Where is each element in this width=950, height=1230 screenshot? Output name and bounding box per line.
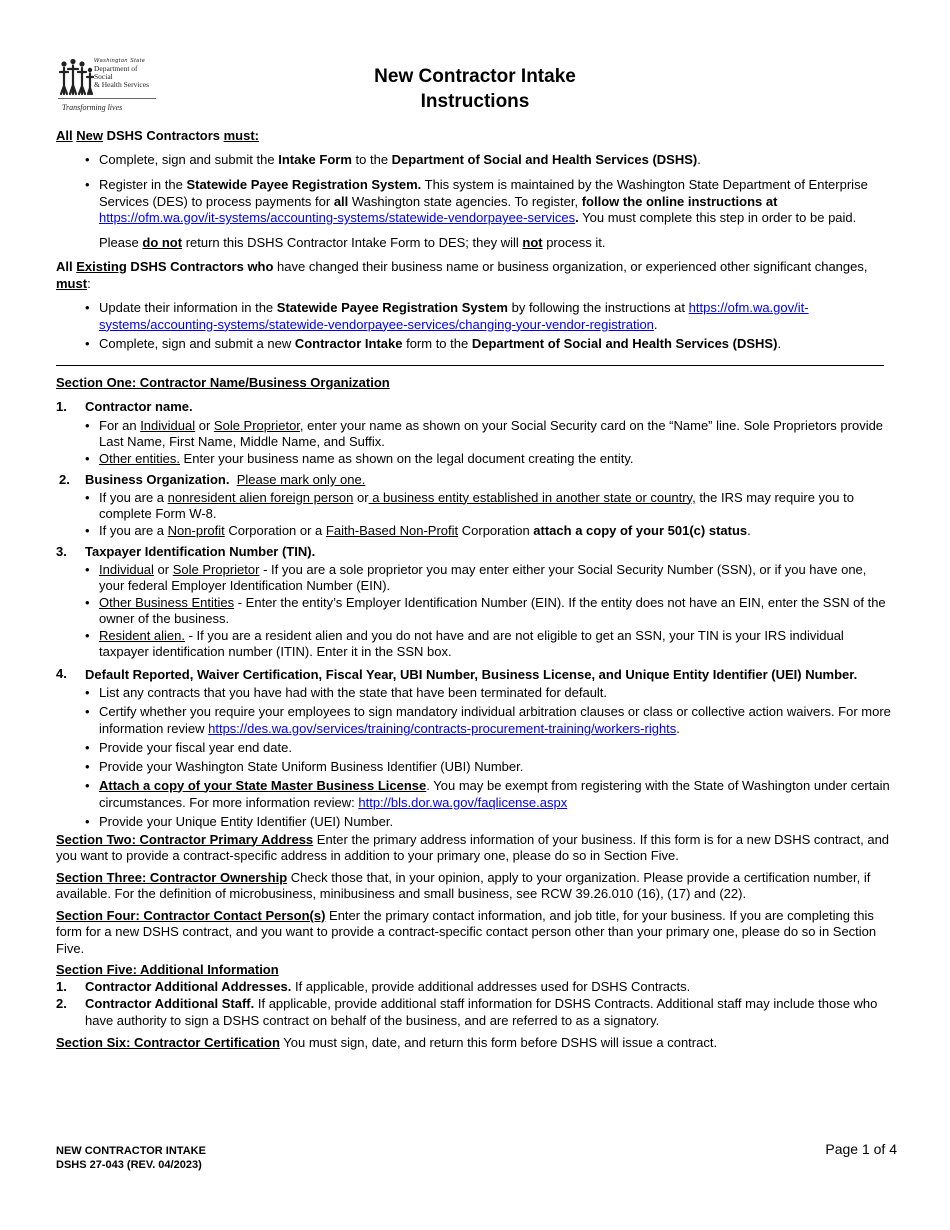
list-item: • Update their information in the Statewide Payee Registration System by following the instructions at https://ofm.wa.gov/it-systems/accounting-systems/statewide-vendorpayee-services/changing-your-vendor-registration. xyxy=(56,300,894,333)
new-contractors-list xyxy=(56,152,894,227)
list-item: • Attach a copy of your State Master Business License. You may be exempt from registering with the State of Washington under certain circumstances. For more information review: http://bls.dor.wa.gov/faqlicense.aspx xyxy=(56,777,894,811)
list-item: 1. Contractor name. • For an Individual or Sole Proprietor, enter your name as shown on your Social Security card on the “Name” line. Sole Proprietors provide Last Name, First Name, Middle Name, and Suffix. • Other entities. Enter your business name as shown on the legal document creating the entity. xyxy=(56,399,894,467)
list-item: • Provide your Washington State Uniform Business Identifier (UBI) Number. xyxy=(56,758,894,775)
list-item: • Complete, sign and submit the Intake Form to the Department of Social and Health Services (DSHS). xyxy=(56,152,894,169)
section-six: Section Six: Contractor Certification You must sign, date, and return this form before DSHS will issue a contract. xyxy=(56,1035,718,1050)
existing-contractors-heading: All Existing DSHS Contractors who have changed their business name or business organization, or experienced other significant changes, must: xyxy=(56,259,868,291)
list-item: • For an Individual or Sole Proprietor, enter your name as shown on your Social Security card on the “Name” line. Sole Proprietors provide Last Name, First Name, Middle Name, and Suffix. xyxy=(56,418,894,451)
section-one-list xyxy=(56,399,894,830)
logo-tagline: Transforming lives xyxy=(62,103,123,112)
list-item: 1. Contractor Additional Addresses. If applicable, provide additional addresses used for DSHS Contracts. xyxy=(56,978,691,994)
list-item: • Complete, sign and submit a new Contractor Intake form to the Department of Social and Health Services (DSHS). xyxy=(56,336,894,353)
list-item: 3. Taxpayer Identification Number (TIN). • Individual or Sole Proprietor - If you are a sole proprietor you may enter either your Social Security Number (SSN), or if you have one, your federal Employer Identification Number (EIN). • Other Business Entities - Enter the entity’s Employer Identification Number (EIN). If the entity does not have an EIN, enter the SSN of the owner of the business. • Resident alien. - If you are a resident alien and you do not have and are not eligible to get an SSN, your TIN is your IRS individual taxpayer identification number (ITIN). Enter it in the SSN box. xyxy=(56,544,894,661)
new-contractors-heading: All New DSHS Contractors must: xyxy=(56,128,260,143)
list-item: • Certify whether you require your employees to sign mandatory individual arbitration clauses or class or collective action waivers. For more information review https://des.wa.gov/services/training/contracts-procurement-training/workers-rights. xyxy=(56,703,894,737)
form-identifier xyxy=(56,1144,206,1172)
list-item: • Provide your Unique Entity Identifier (UEI) Number. xyxy=(56,813,894,830)
list-item: • List any contracts that you have had with the state that have been terminated for default. xyxy=(56,684,894,701)
list-item: • Individual or Sole Proprietor - If you are a sole proprietor you may enter either your Social Security Number (SSN), or if you have one, your federal Employer Identification Number (EIN). xyxy=(56,562,894,595)
existing-contractors-list xyxy=(56,300,894,353)
logo-state: Washington State xyxy=(94,58,146,64)
business-license-faq-link[interactable]: http://bls.dor.wa.gov/faqlicense.aspx xyxy=(358,794,568,810)
section-three: Section Three: Contractor Ownership Check those that, in your opinion, apply to your organization. Please provide a certification number, if available. For the definition of microbusiness, minibusiness and small business, see RCW 39.26.010 (16), (17) and (22). xyxy=(56,869,871,901)
instructions-body xyxy=(56,128,894,1052)
do-not-return-note: Please do not return this DSHS Contractor Intake Form to DES; they will not process it. xyxy=(99,234,606,250)
logo-divider xyxy=(58,98,156,99)
list-item: • Other entities. Enter your business name as shown on the legal document creating the entity. xyxy=(56,451,894,468)
section-two: Section Two: Contractor Primary Address Enter the primary address information of your business. If this form is for a new DSHS contract, and you want to provide a contract-specific address in addition to your primary one, please do so in Section Five. xyxy=(56,831,890,863)
logo-department: Department of Social & Health Services xyxy=(94,64,149,89)
list-item: • If you are a nonresident alien foreign person or a business entity established in another state or country, the IRS may require you to complete Form W-8. xyxy=(56,490,894,523)
list-item: • Provide your fiscal year end date. xyxy=(56,739,894,756)
section-one-heading: Section One: Contractor Name/Business Organization xyxy=(56,374,390,390)
section-five-heading: Section Five: Additional Information xyxy=(56,962,279,977)
dshs-logo xyxy=(56,58,156,114)
list-item: • If you are a Non-profit Corporation or a Faith-Based Non-Profit Corporation attach a copy of your 501(c) status. xyxy=(56,523,894,540)
list-item: 4. Default Reported, Waiver Certification, Fiscal Year, UBI Number, Business License, and Unique Entity Identifier (UEI) Number. • List any contracts that you have had with the state that have been terminated for default. • Certify whether you require your employees to sign mandatory individual arbitration clauses or class or collective action waivers. For more information review https://des.wa.gov/services/training/contracts-procurement-training/workers-rights. • Provide your fiscal year end date. • Provide your Washington State Uniform Business Identifier (UBI) Number. • Attach a copy of your State Master Business License. You may be exempt from registering with the State of Washington under certain circumstances. For more information review: http://bls.dor.wa.gov/faqlicense.aspx • Provide your Unique Entity Identifier (UEI) Number. xyxy=(56,666,894,830)
list-item: • Register in the Statewide Payee Registration System. This system is maintained by the Washington State Department of Enterprise Services (DES) to process payments for all Washington state agencies. To register, follow the online instructions at https://ofm.wa.gov/it-systems/accounting-systems/statewide-vendorpayee-services. You must complete this step in order to be paid. xyxy=(56,177,894,227)
workers-rights-link[interactable]: https://des.wa.gov/services/training/contracts-procurement-training/workers-rights xyxy=(208,720,677,736)
changing-vendor-registration-link[interactable]: https://ofm.wa.gov/it-systems/accounting-systems/statewide-vendorpayee-services/changing-your-vendor-registration xyxy=(99,300,809,332)
page-title: New Contractor Intake Instructions xyxy=(374,66,576,112)
section-five-list xyxy=(56,979,894,1030)
form-name: NEW CONTRACTOR INTAKE xyxy=(56,1145,206,1157)
list-item: 2. Contractor Additional Staff. If applicable, provide additional staff information for DSHS Contracts. Additional staff may include those who have authority to sign a DSHS contract on behalf of the business, and are referred to as a signatory. xyxy=(56,996,878,1028)
page-number: Page 1 of 4 xyxy=(825,1141,897,1157)
dshs-people-icon xyxy=(58,58,94,96)
statewide-payee-link[interactable]: https://ofm.wa.gov/it-systems/accounting-systems/statewide-vendorpayee-services xyxy=(99,210,576,225)
form-number: DSHS 27-043 (REV. 04/2023) xyxy=(56,1159,202,1171)
list-item: • Other Business Entities - Enter the entity’s Employer Identification Number (EIN). If the entity does not have an EIN, enter the SSN of the owner of the business. xyxy=(56,595,894,628)
list-item: 2. Business Organization. Please mark only one. • If you are a nonresident alien foreign person or a business entity established in another state or country, the IRS may require you to complete Form W-8. • If you are a Non-profit Corporation or a Faith-Based Non-Profit Corporation attach a copy of your 501(c) status. xyxy=(56,472,894,539)
list-item: • Resident alien. - If you are a resident alien and you do not have and are not eligible to get an SSN, your TIN is your IRS individual taxpayer identification number (ITIN). Enter it in the SSN box. xyxy=(56,628,894,661)
section-four: Section Four: Contractor Contact Person(s) Enter the primary contact information, and job title, for your business. If you are completing this form for a new DSHS contract, and you want to provide a contract-specific contact person other than your primary one, please do so in Section Five. xyxy=(56,907,877,956)
section-divider xyxy=(56,365,884,366)
